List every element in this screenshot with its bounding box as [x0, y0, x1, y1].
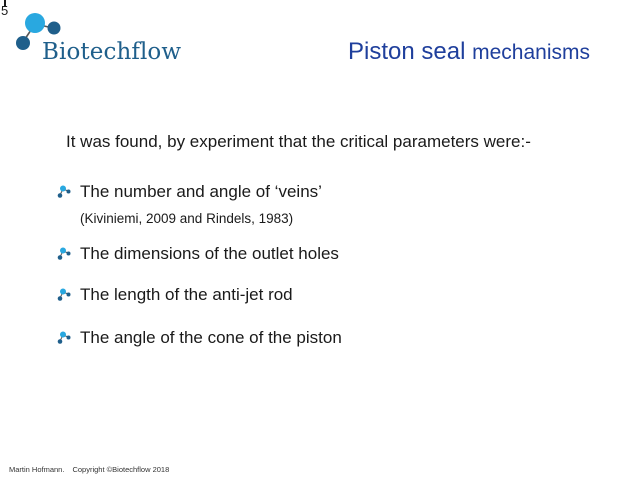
bullet-text: The number and angle of ‘veins’ — [80, 182, 322, 201]
slide-title — [348, 37, 590, 68]
title-main: Piston seal — [348, 38, 466, 65]
bullet-item — [56, 326, 342, 350]
bullet-item — [56, 180, 322, 204]
logo-text: Biotechflow — [42, 39, 182, 65]
bullet-text: The dimensions of the outlet holes — [80, 244, 339, 263]
citation-text: (Kiviniemi, 2009 and Rindels, 1983) — [80, 211, 294, 226]
molecule-bullet-icon — [56, 184, 72, 200]
bullet-item — [56, 283, 293, 307]
slide-number: 5 — [1, 3, 9, 18]
bullet-item — [56, 242, 339, 266]
footer — [9, 465, 169, 474]
intro-text: It was found, by experiment that the critical parameters were:- — [66, 132, 531, 151]
bullet-text: The length of the anti-jet rod — [80, 285, 293, 304]
title-rest: mechanisms — [472, 41, 590, 64]
footer-copyright: Copyright ©Biotechflow 2018 — [72, 465, 170, 474]
molecule-bullet-icon — [56, 246, 72, 262]
bullet-text: The angle of the cone of the piston — [80, 328, 342, 347]
molecule-bullet-icon — [56, 330, 72, 346]
molecule-bullet-icon — [56, 287, 72, 303]
footer-author: Martin Hofmann. — [9, 465, 65, 474]
